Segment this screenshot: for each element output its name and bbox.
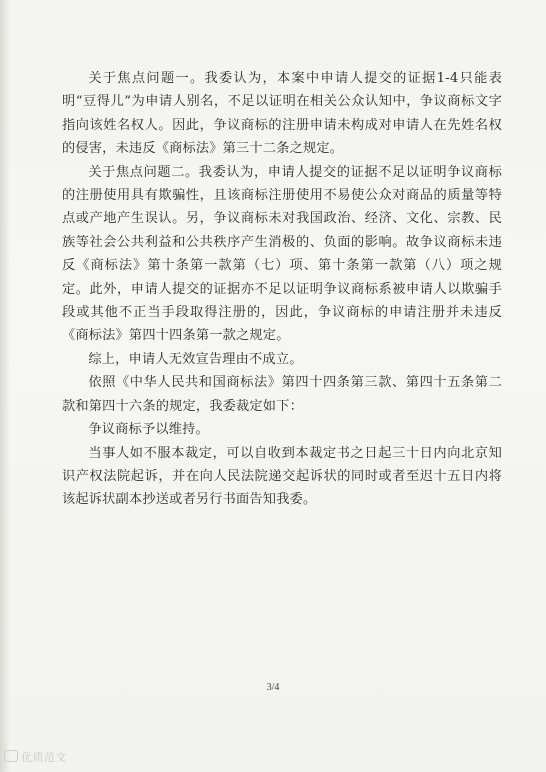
paragraph-conclusion: 综上，申请人无效宣告理由不成立。 xyxy=(88,351,303,367)
paragraph-focus-issue-two: 关于焦点问题二。我委认为，申请人提交的证据不足以证明争议商标的注册使用具有欺骗性，且该商标注册使用不易使公众对商品的质量等特点或产地产生误认。另，争议商标未对我国政治、经济、文化、宗教、民族等社会公共利益和公共秩序产生消极的、负面的影响。故争议商标未违反《商标法》第十条第一款第（七）项、第十条第一款第（八）项之规定。此外，申请人提交的证据亦不足以证明争议商标系被申请人以欺骗手段或其他不正当手段取得注册的，因此，争议商标的申请注册并未违反《商标法》第四十四条第一款之规定。 xyxy=(62,164,502,344)
paragraph-legal-basis: 依照《中华人民共和国商标法》第四十四条第三款、第四十五条第二款和第四十六条的规定，我委裁定如下： xyxy=(62,375,502,414)
logo-icon xyxy=(4,750,18,762)
scan-edge-shadow xyxy=(0,0,10,772)
document-body xyxy=(62,67,502,512)
paragraph-appeal-notice: 当事人如不服本裁定，可以自收到本裁定书之日起三十日内向北京知识产权法院起诉，并在向人民法院递交起诉状的同时或者至迟十五日内将该起诉状副本抄送或者另行书面告知我委。 xyxy=(62,445,502,508)
page-number: 3/4 xyxy=(266,682,280,693)
watermark-text: 优质范文 xyxy=(21,751,67,764)
watermark xyxy=(4,749,67,765)
paragraph-focus-issue-one: 关于焦点问题一。我委认为，本案中申请人提交的证据1-4只能表明“豆得儿”为申请人别名，不足以证明在相关公众认知中，争议商标文字指向该姓名权人。因此，争议商标的注册申请未构成对申请人在先姓名权的侵害，未违反《商标法》第三十二条之规定。 xyxy=(62,71,502,157)
paragraph-ruling: 争议商标予以维持。 xyxy=(88,422,209,438)
